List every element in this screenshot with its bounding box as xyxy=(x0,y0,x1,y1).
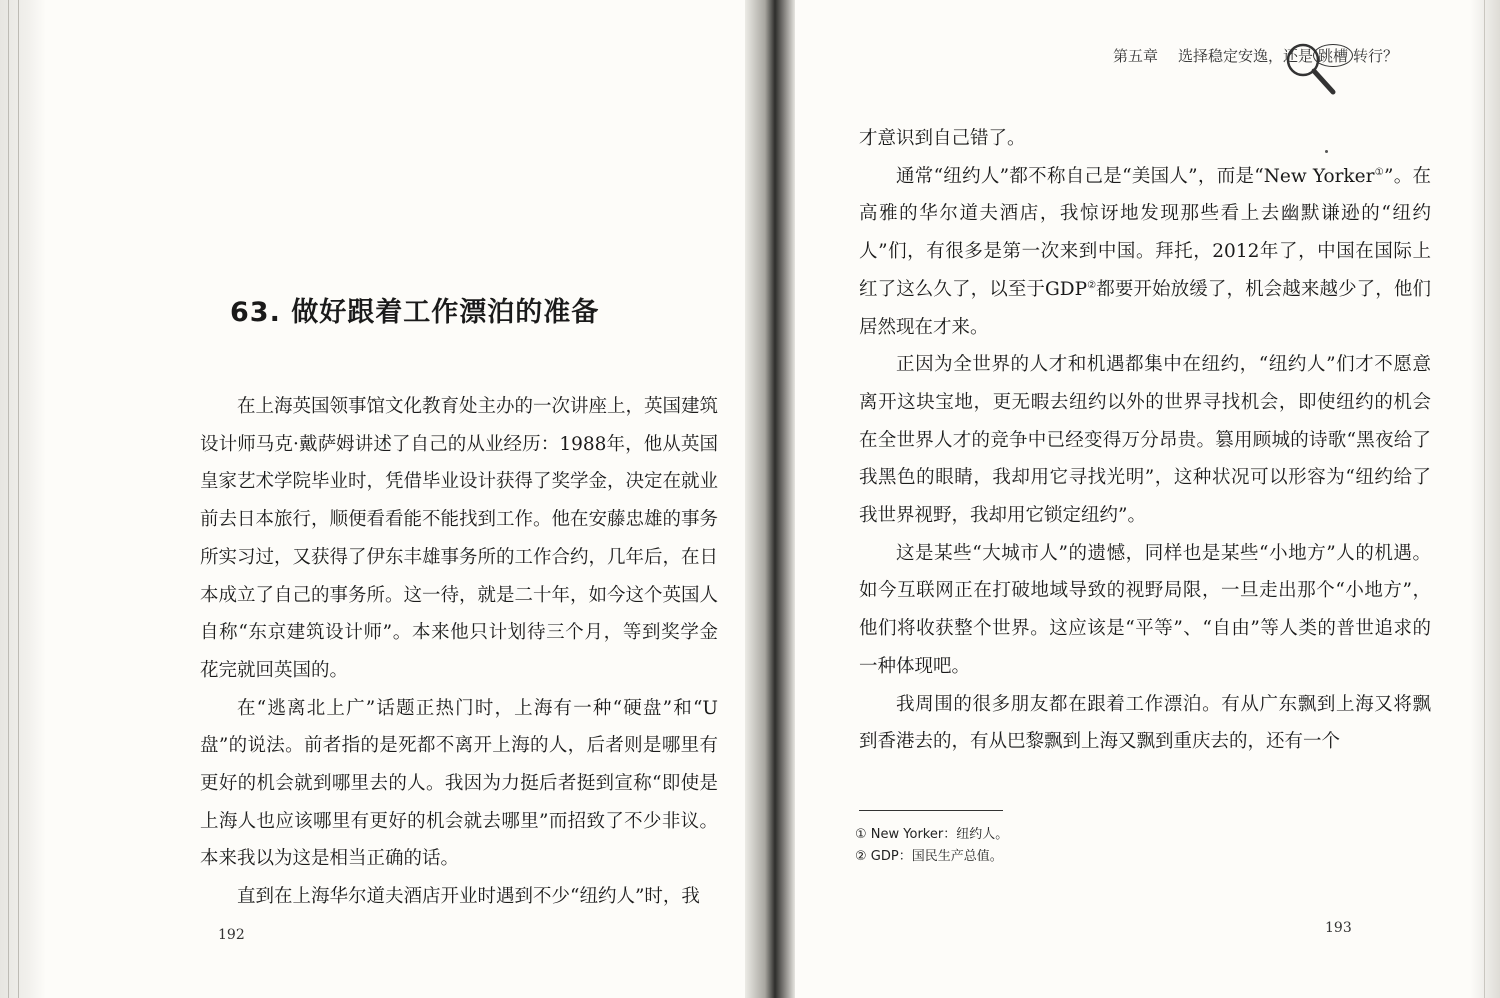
running-head-title-end: 转行？ xyxy=(1353,47,1399,65)
magnifier-icon xyxy=(1283,40,1339,98)
footnote: ② GDP：国民生产总值。 xyxy=(855,849,1003,864)
footnotes xyxy=(855,824,1008,868)
running-head-title: 选择稳定安逸，还是 xyxy=(1178,47,1314,65)
left-body-text xyxy=(200,388,718,916)
page-edge-left xyxy=(0,0,46,998)
page-number-left: 192 xyxy=(218,927,245,943)
text-run: 都要开始放缓了，机会越来越少了，他们居然现在才来。 xyxy=(859,278,1431,338)
paragraph: 在“逃离北上广”话题正热门时，上海有一种“硬盘”和“U盘”的说法。前者指的是死都不离开上海的人，后者则是哪里有更好的机会就到哪里去的人。我因为力挺后者挺到宣称“即使是上海人也应该哪里有更好的机会就去哪里”而招致了不少非议。本来我以为这是相当正确的话。 xyxy=(200,697,718,870)
page-number-right: 193 xyxy=(1325,920,1352,936)
left-page xyxy=(0,0,745,998)
footnote-divider xyxy=(859,810,1003,811)
text-run: 通常“纽约人”都不称自己是“美国人”，而是“New Yorker xyxy=(896,165,1375,187)
paragraph: 我周围的很多朋友都在跟着工作漂泊。有从广东飘到上海又将飘到香港去的，有从巴黎飘到上海又飘到重庆去的，还有一个 xyxy=(859,693,1431,753)
footnote-ref: ① xyxy=(1374,166,1384,178)
right-page xyxy=(795,0,1500,998)
footnote-ref: ② xyxy=(1087,279,1097,291)
scan-speck xyxy=(1325,150,1328,153)
right-body-text xyxy=(859,120,1431,761)
paragraph: 正因为全世界的人才和机遇都集中在纽约，“纽约人”们才不愿意离开这块宝地，更无暇去纽约以外的世界寻找机会，即使纽约的机会在全世界人才的竞争中已经变得万分昂贵。篡用顾城的诗歌“黑夜给了我黑色的眼睛，我却用它寻找光明”，这种状况可以形容为“纽约给了我世界视野，我却用它锁定纽约”。 xyxy=(859,354,1431,527)
paragraph: 这是某些“大城市人”的遗憾，同样也是某些“小地方”人的机遇。如今互联网正在打破地域导致的视野局限，一旦走出那个“小地方”，他们将收获整个世界。这应该是“平等”、“自由”等人类的普世追求的一种体现吧。 xyxy=(859,542,1431,677)
book-gutter xyxy=(745,0,795,998)
text-run: ”。在高雅的华尔道夫酒店，我惊讶地发现那些看上去幽默谦逊的“纽约人”们，有很多是第一次来到中国。拜托，2012年了，中国在国际上红了这么久了，以至于GDP xyxy=(859,165,1431,300)
running-head-chapter: 第五章 xyxy=(1113,47,1159,65)
running-head xyxy=(1113,44,1398,67)
footnote: ① New Yorker：纽约人。 xyxy=(855,827,1009,842)
paragraph: 直到在上海华尔道夫酒店开业时遇到不少“纽约人”时，我 xyxy=(237,886,700,908)
chapter-title: 63. 做好跟着工作漂泊的准备 xyxy=(230,297,600,328)
running-head-highlight: 跳槽 xyxy=(1313,44,1353,67)
paragraph-continuation: 才意识到自己错了。 xyxy=(859,128,1026,149)
paragraph xyxy=(859,158,1431,347)
page-edge-right xyxy=(1470,0,1500,998)
paragraph: 在上海英国领事馆文化教育处主办的一次讲座上，英国建筑设计师马克·戴萨姆讲述了自己的从业经历：1988年，他从英国皇家艺术学院毕业时，凭借毕业设计获得了奖学金，决定在就业前去日本旅行，顺便看看能不能找到工作。他在安藤忠雄的事务所实习过，又获得了伊东丰雄事务所的工作合约，几年后，在日本成立了自己的事务所。这一待，就是二十年，如今这个英国人自称“东京建筑设计师”。本来他只计划待三个月，等到奖学金花完就回英国的。 xyxy=(200,396,719,681)
